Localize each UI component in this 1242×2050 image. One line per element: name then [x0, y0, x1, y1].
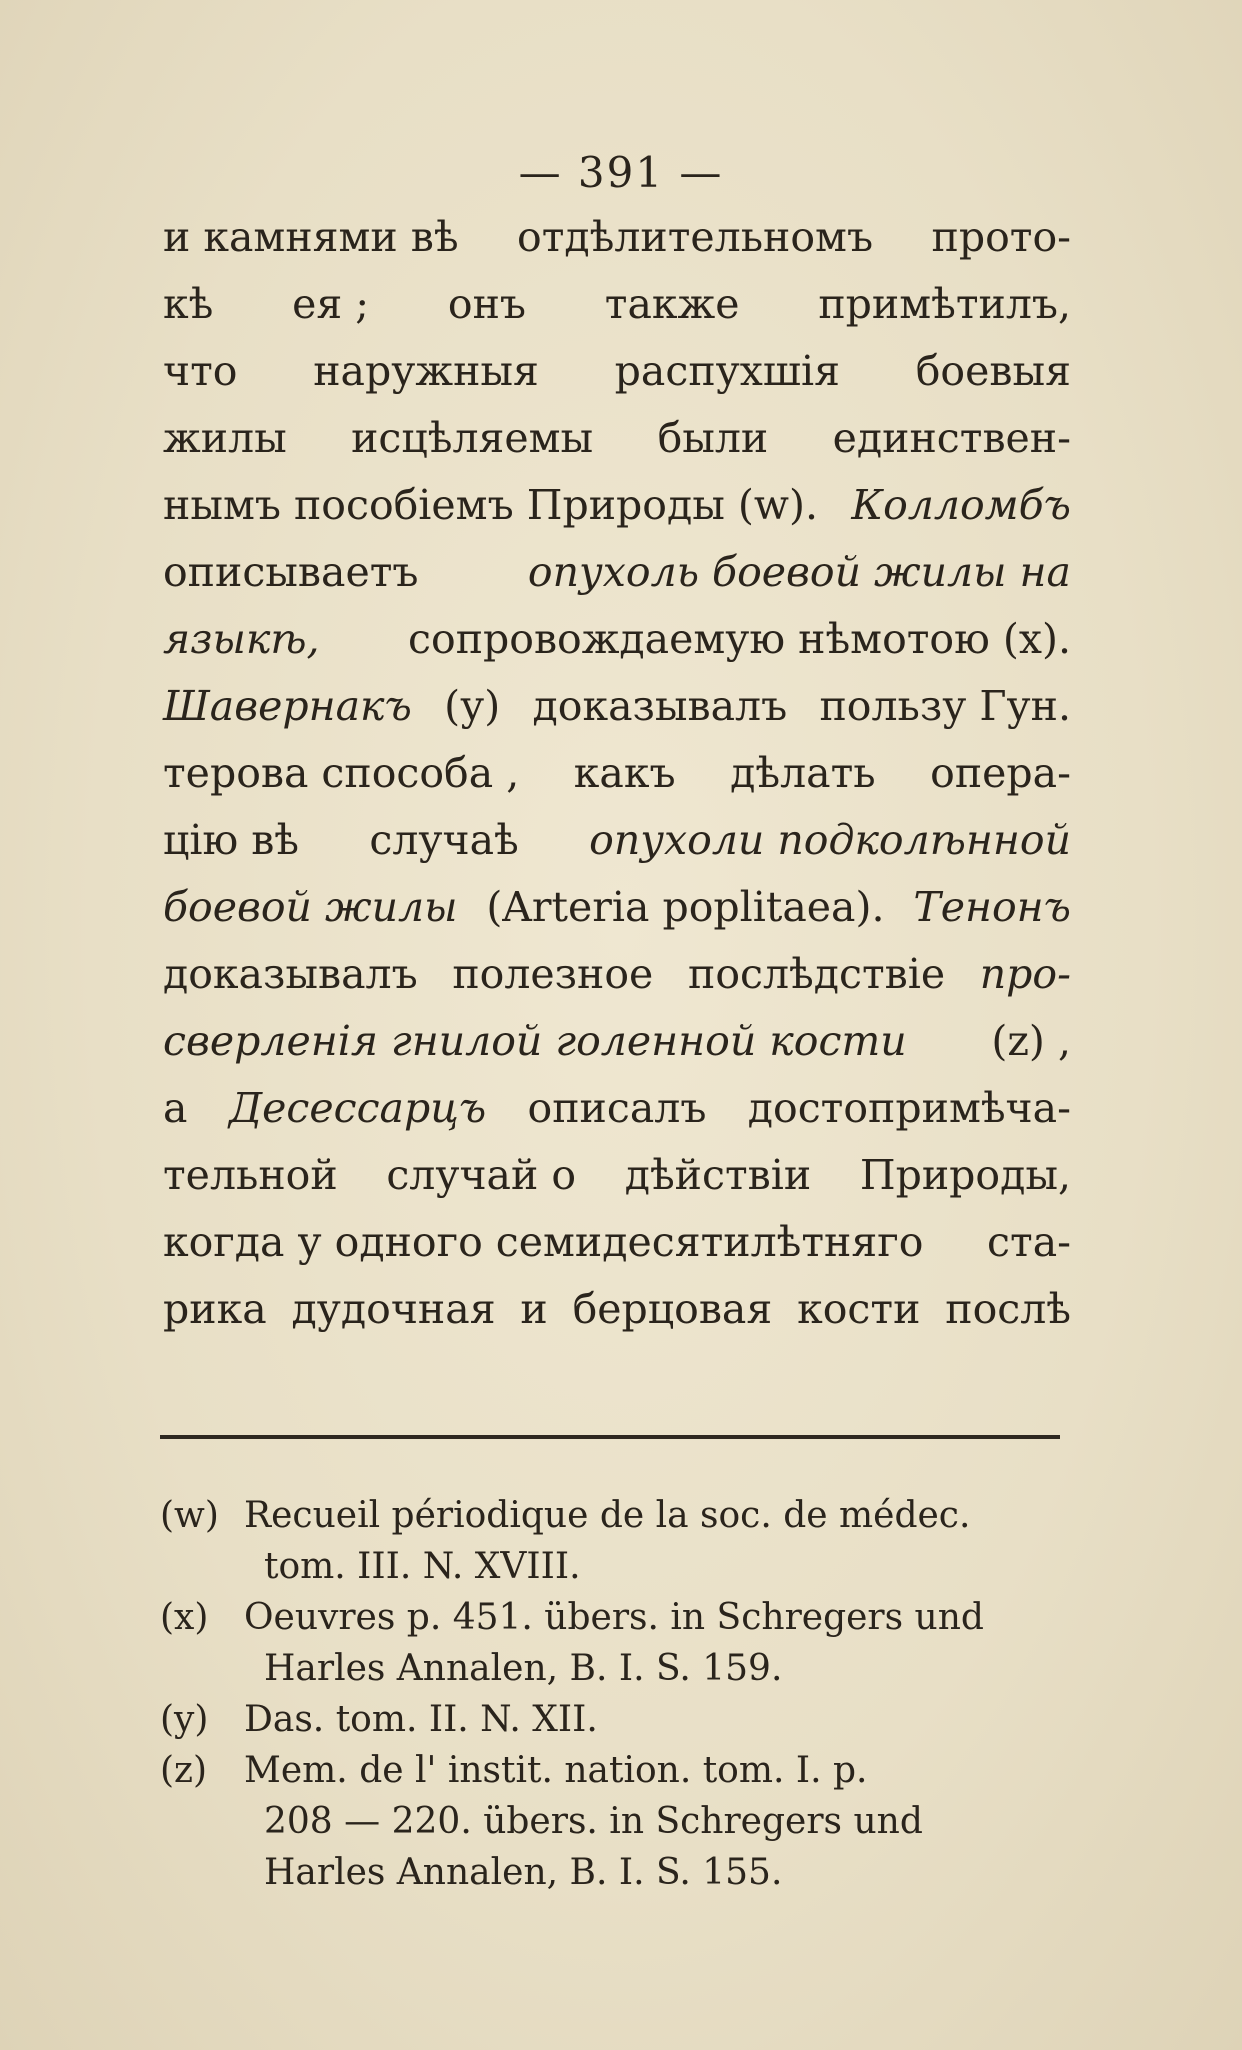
text-segment: опухоль боевой жилы на	[527, 548, 1071, 596]
footnote-text: Harles Annalen, B. I. S. 159.	[264, 1648, 783, 1689]
text-segment: полезное	[452, 950, 654, 998]
text-segment: рика	[163, 1285, 267, 1333]
text-segment: Шавернакъ	[163, 682, 412, 730]
text-segment: боевой жилы	[163, 883, 458, 931]
body-text	[163, 213, 1071, 1352]
text-segment: случай о	[386, 1151, 577, 1199]
text-line	[163, 682, 1071, 749]
text-segment: а	[163, 1084, 188, 1132]
text-segment: и камнями вѣ	[163, 213, 459, 261]
text-segment: цію вѣ	[163, 816, 300, 864]
footnote-text: Recueil périodique de la soc. de médec.	[244, 1495, 971, 1536]
text-segment: распухшія	[614, 347, 840, 395]
text-line	[163, 1151, 1071, 1218]
footnote-line	[160, 1597, 1080, 1648]
text-line	[163, 950, 1071, 1017]
footnote-text: Das. tom. II. N. XII.	[244, 1699, 598, 1740]
text-segment: доказывалъ	[163, 950, 418, 998]
footnote-line	[160, 1648, 1080, 1699]
text-segment: описалъ	[527, 1084, 707, 1132]
footnote-text: Mem. de l' instit. nation. tom. I. p.	[244, 1750, 868, 1791]
footnote-line	[160, 1546, 1080, 1597]
text-segment: дѣлать	[730, 749, 876, 797]
text-line	[163, 816, 1071, 883]
page-number: — 391 —	[518, 148, 724, 197]
text-segment: (Arteria poplitaea).	[486, 883, 885, 931]
text-segment: жилы	[163, 414, 287, 462]
text-segment: онъ	[447, 280, 527, 328]
text-segment: про-	[979, 950, 1071, 998]
text-segment: опера-	[930, 749, 1071, 797]
text-segment: прото-	[931, 213, 1071, 261]
text-segment: послѣдствіе	[688, 950, 946, 998]
footnote-line	[160, 1750, 1080, 1801]
text-line	[163, 883, 1071, 950]
text-line	[163, 347, 1071, 414]
text-segment: сопровождаемую нѣмотою (x).	[408, 615, 1071, 663]
text-segment: отдѣлительномъ	[517, 213, 874, 261]
text-segment: примѣтилъ,	[818, 280, 1071, 328]
text-segment: языкѣ,	[163, 615, 320, 663]
text-segment: ея ;	[292, 280, 370, 328]
text-segment: доказывалъ	[532, 682, 788, 730]
footnotes	[160, 1495, 1080, 1903]
footnote-line	[160, 1852, 1080, 1903]
text-line	[163, 749, 1071, 816]
footnote-line	[160, 1699, 1080, 1750]
text-segment: описываетъ	[163, 548, 419, 596]
text-segment: Природы,	[859, 1151, 1071, 1199]
footnote-line	[160, 1495, 1080, 1546]
text-line	[163, 1084, 1071, 1151]
text-segment: нымъ пособіемъ Природы (w).	[163, 481, 818, 529]
text-segment: кости	[797, 1285, 921, 1333]
text-segment: послѣ	[945, 1285, 1071, 1333]
text-segment: когда у одного семидесятилѣтняго	[163, 1218, 924, 1266]
text-segment: опухоли подколѣнной	[589, 816, 1071, 864]
text-segment: боевыя	[915, 347, 1071, 395]
text-segment: (у)	[444, 682, 501, 730]
text-segment: дѣйствіи	[624, 1151, 812, 1199]
text-line	[163, 414, 1071, 481]
text-segment: Колломбъ	[851, 481, 1071, 529]
footnote-mark: (x)	[160, 1597, 209, 1638]
text-segment: единствен-	[832, 414, 1071, 462]
text-segment: что	[163, 347, 238, 395]
footnote-mark: (w)	[160, 1495, 219, 1536]
text-segment: сверленія гнилой голенной кости	[163, 1017, 907, 1065]
footnote-text: Harles Annalen, B. I. S. 155.	[264, 1852, 783, 1893]
text-segment: исцѣляемы	[351, 414, 594, 462]
text-segment: берцовая	[572, 1285, 773, 1333]
text-segment: наружныя	[313, 347, 539, 395]
text-segment: терова способа ,	[163, 749, 520, 797]
text-segment: Десессарцъ	[228, 1084, 487, 1132]
text-line	[163, 1017, 1071, 1084]
text-segment: ста-	[987, 1218, 1071, 1266]
text-segment: были	[657, 414, 769, 462]
text-segment: какъ	[573, 749, 676, 797]
text-segment: достопримѣча-	[747, 1084, 1071, 1132]
footnote-divider	[160, 1435, 1060, 1439]
text-line	[163, 548, 1071, 615]
text-segment: Тенонъ	[913, 883, 1071, 931]
text-segment: кѣ	[163, 280, 214, 328]
text-line	[163, 481, 1071, 548]
footnote-mark: (z)	[160, 1750, 208, 1791]
footnote-text: 208 — 220. übers. in Schregers und	[264, 1801, 923, 1842]
footnote-text: Oeuvres p. 451. übers. in Schregers und	[244, 1597, 984, 1638]
text-line	[163, 615, 1071, 682]
text-segment: также	[604, 280, 740, 328]
footnote-line	[160, 1801, 1080, 1852]
text-segment: тельной	[163, 1151, 338, 1199]
text-line	[163, 213, 1071, 280]
text-segment: (z) ,	[991, 1017, 1071, 1065]
text-line	[163, 280, 1071, 347]
footnote-mark: (y)	[160, 1699, 209, 1740]
text-segment: дудочная	[291, 1285, 496, 1333]
footnote-text: tom. III. N. XVIII.	[264, 1546, 581, 1587]
text-line	[163, 1218, 1071, 1285]
text-segment: и	[520, 1285, 548, 1333]
text-segment: случаѣ	[369, 816, 519, 864]
text-line	[163, 1285, 1071, 1352]
text-segment: пользу Гун.	[819, 682, 1071, 730]
